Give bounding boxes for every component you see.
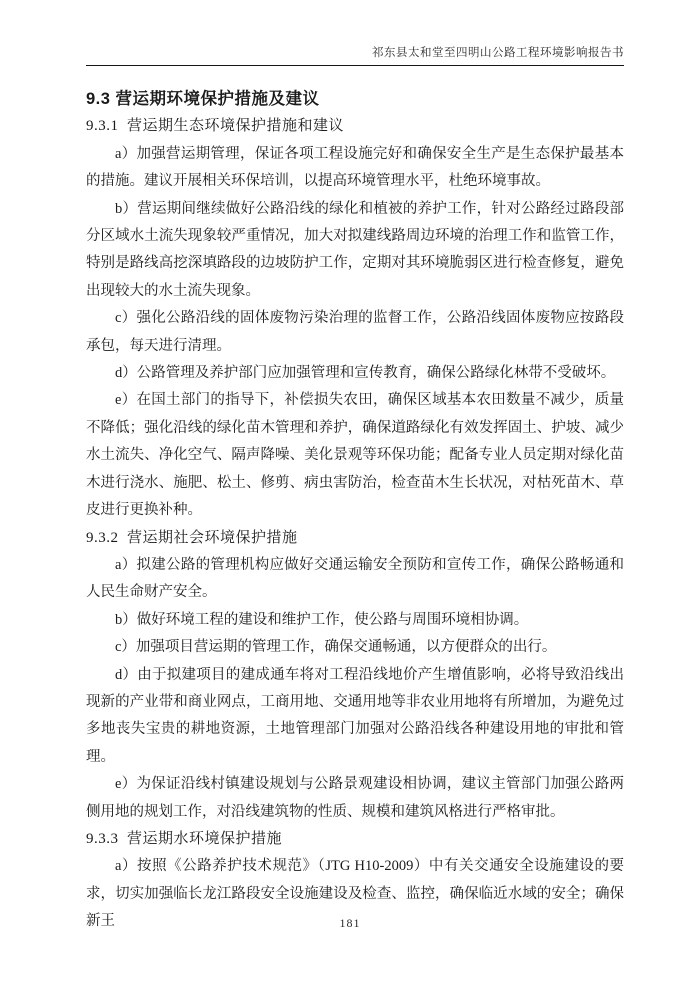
paragraph-9-3-1-e: e）在国土部门的指导下，补偿损失农田，确保区域基本农田数量不减少，质量不降低；强化沿线的绿化苗木管理和养护，确保道路绿化有效发挥固土、护坡、减少水土流失、净化空气、隔声降噪、美化景观等环保功能；配备专业人员定期对绿化苗木进行浇水、施肥、松土、修剪、病虫害防治，检查苗木生长状况，对枯死苗木、草皮进行更换补种。 [86, 392, 624, 519]
paragraph-9-3-2-c: c）加强项目营运期的管理工作，确保交通畅通，以方便群众的出行。 [115, 639, 557, 656]
paragraph-9-3-3-a: a）按照《公路养护技术规范》（JTG H10-2009）中有关交通安全设施建设的要求，切实加强临长龙江路段安全设施建设及检查、监控，确保临近水域的安全；确保新王 [86, 858, 624, 930]
section-heading-9-3: 9.3 营运期环境保护措施及建议 [86, 90, 320, 108]
paragraph-9-3-2-e: e）为保证沿线村镇建设规划与公路景观建设相协调，建议主管部门加强公路两侧用地的规划工作，对沿线建筑物的性质、规模和建筑风格进行严格审批。 [86, 776, 624, 820]
paragraph-9-3-1-a: a）加强营运期管理，保证各项工程设施完好和确保安全生产是生态保护最基本的措施。建议开展相关环保培训，以提高环境管理水平，杜绝环境事故。 [86, 145, 624, 190]
paragraph-9-3-2-a: a）拟建公路的管理机构应做好交通运输安全预防和宣传工作，确保公路畅通和人民生命财产安全。 [86, 556, 624, 601]
paragraph-9-3-2-b: b）做好环境工程的建设和维护工作，使公路与周围环境相协调。 [115, 611, 529, 628]
running-header: 祁东县太和堂至四明山公路工程环境影响报告书 [86, 44, 624, 66]
paragraph-9-3-1-c: c）强化公路沿线的固体废物污染治理的监督工作，公路沿线固体废物应按路段承包，每天进行清理。 [86, 310, 624, 354]
section-heading-9-3-1: 9.3.1 营运期生态环境保护措施和建议 [86, 118, 345, 135]
paragraph-9-3-1-b: b）营运期间继续做好公路沿线的绿化和植被的养护工作，针对公路经过路段部分区域水土流失现象较严重情况，加大对拟建线路周边环境的治理工作和监管工作，特别是路线高挖深填路段的边坡防护工作，定期对其环境脆弱区进行检查修复，避免出现较大的水土流失现象。 [86, 200, 624, 299]
paragraph-9-3-2-d: d）由于拟建项目的建成通车将对工程沿线地价产生增值影响，必将导致沿线出现新的产业带和商业网点，工商用地、交通用地等非农业用地将有所增加，为避免过多地丧失宝贵的耕地资源，土地管理部门加强对公路沿线各种建设用地的审批和管理。 [86, 666, 624, 765]
section-heading-9-3-2: 9.3.2 营运期社会环境保护措施 [86, 529, 298, 546]
page-number: 181 [339, 916, 361, 930]
paragraph-9-3-1-d: d）公路管理及养护部门应加强管理和宣传教育，确保公路绿化林带不受破坏。 [115, 365, 616, 382]
document-body [86, 86, 624, 936]
section-heading-9-3-3: 9.3.3 营运期水环境保护措施 [86, 830, 283, 847]
